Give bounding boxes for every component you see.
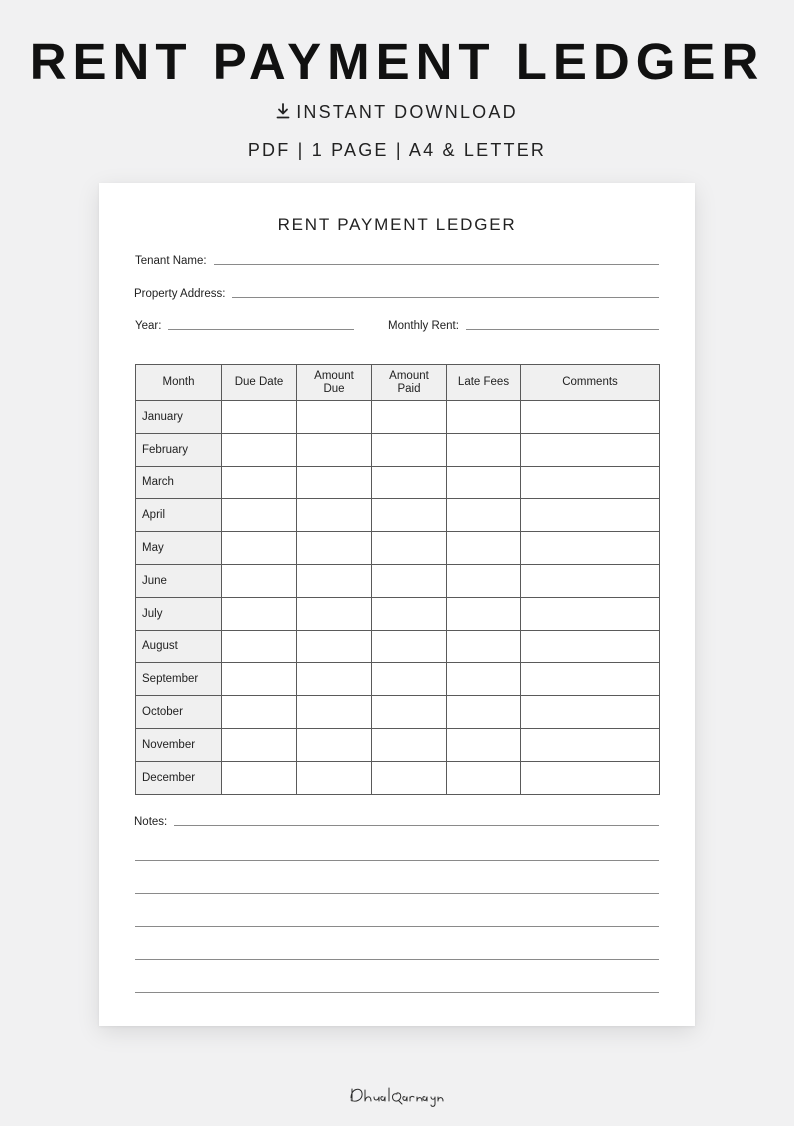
notes-label: Notes: xyxy=(134,816,168,828)
month-cell: June xyxy=(136,564,222,597)
table-row xyxy=(136,499,660,532)
amount-paid-cell xyxy=(372,761,447,794)
month-cell: November xyxy=(136,728,222,761)
due-date-cell xyxy=(222,401,297,434)
table-header-row xyxy=(136,365,660,401)
month-cell: August xyxy=(136,630,222,663)
late-fees-cell xyxy=(447,761,521,794)
notes-line xyxy=(135,828,659,861)
due-date-cell xyxy=(222,663,297,696)
late-fees-cell xyxy=(447,532,521,565)
late-fees-cell xyxy=(447,499,521,532)
amount-paid-cell xyxy=(372,564,447,597)
tenant-name-line xyxy=(214,263,659,265)
property-address-field xyxy=(134,288,659,300)
table-row xyxy=(136,401,660,434)
table-row xyxy=(136,433,660,466)
amount-due-cell xyxy=(297,433,372,466)
late-fees-cell xyxy=(447,630,521,663)
amount-paid-cell xyxy=(372,433,447,466)
amount-due-cell xyxy=(297,564,372,597)
notes-line xyxy=(135,960,659,993)
comments-cell xyxy=(521,728,660,761)
column-header-month: Month xyxy=(136,365,222,401)
amount-due-cell xyxy=(297,663,372,696)
table-row xyxy=(136,597,660,630)
comments-cell xyxy=(521,532,660,565)
comments-cell xyxy=(521,433,660,466)
month-cell: April xyxy=(136,499,222,532)
hero-title: RENT PAYMENT LEDGER xyxy=(29,33,765,90)
ledger-body xyxy=(136,401,660,795)
table-row xyxy=(136,564,660,597)
column-header-due-date: Due Date xyxy=(222,365,297,401)
notes-line xyxy=(135,861,659,894)
month-cell: January xyxy=(136,401,222,434)
amount-paid-cell xyxy=(372,696,447,729)
ledger-table xyxy=(135,364,660,795)
late-fees-cell xyxy=(447,466,521,499)
amount-due-cell xyxy=(297,597,372,630)
notes-line xyxy=(135,927,659,960)
month-cell: December xyxy=(136,761,222,794)
month-cell: October xyxy=(136,696,222,729)
amount-due-cell xyxy=(297,630,372,663)
comments-cell xyxy=(521,761,660,794)
late-fees-cell xyxy=(447,401,521,434)
due-date-cell xyxy=(222,597,297,630)
tenant-name-label: Tenant Name: xyxy=(135,255,207,267)
amount-paid-cell xyxy=(372,728,447,761)
month-cell: March xyxy=(136,466,222,499)
late-fees-cell xyxy=(447,564,521,597)
due-date-cell xyxy=(222,466,297,499)
column-header-amount-paid: Amount Paid xyxy=(372,365,447,401)
comments-cell xyxy=(521,597,660,630)
month-cell: May xyxy=(136,532,222,565)
sheet-title: RENT PAYMENT LEDGER xyxy=(277,215,517,234)
column-header-late-fees: Late Fees xyxy=(447,365,521,401)
monthly-rent-label: Monthly Rent: xyxy=(388,320,459,332)
due-date-cell xyxy=(222,728,297,761)
late-fees-cell xyxy=(447,433,521,466)
month-cell: February xyxy=(136,433,222,466)
table-row xyxy=(136,532,660,565)
amount-paid-cell xyxy=(372,466,447,499)
late-fees-cell xyxy=(447,597,521,630)
year-field xyxy=(135,320,354,332)
amount-paid-cell xyxy=(372,401,447,434)
instant-download-text: INSTANT DOWNLOAD xyxy=(296,102,518,122)
instant-download-label xyxy=(0,100,794,124)
download-icon xyxy=(276,103,290,119)
comments-cell xyxy=(521,401,660,434)
late-fees-cell xyxy=(447,696,521,729)
table-row xyxy=(136,466,660,499)
notes-line xyxy=(174,825,659,826)
table-row xyxy=(136,761,660,794)
late-fees-cell xyxy=(447,663,521,696)
due-date-cell xyxy=(222,761,297,794)
due-date-cell xyxy=(222,696,297,729)
column-header-amount-due: Amount Due xyxy=(297,365,372,401)
year-label: Year: xyxy=(135,320,162,332)
notes-section xyxy=(134,816,659,993)
amount-due-cell xyxy=(297,532,372,565)
column-header-comments: Comments xyxy=(521,365,660,401)
amount-due-cell xyxy=(297,499,372,532)
table-row xyxy=(136,630,660,663)
comments-cell xyxy=(521,696,660,729)
ledger-sheet xyxy=(99,183,695,1026)
comments-cell xyxy=(521,564,660,597)
due-date-cell xyxy=(222,532,297,565)
amount-due-cell xyxy=(297,696,372,729)
property-address-line xyxy=(232,296,659,298)
format-line: PDF | 1 PAGE | A4 & LETTER xyxy=(247,140,547,160)
monthly-rent-line xyxy=(466,328,659,330)
notes-line xyxy=(135,894,659,927)
monthly-rent-field xyxy=(388,320,659,332)
table-row xyxy=(136,663,660,696)
designer-signature xyxy=(0,1082,794,1113)
amount-due-cell xyxy=(297,466,372,499)
comments-cell xyxy=(521,630,660,663)
due-date-cell xyxy=(222,433,297,466)
due-date-cell xyxy=(222,499,297,532)
amount-paid-cell xyxy=(372,597,447,630)
month-cell: September xyxy=(136,663,222,696)
notes-row xyxy=(134,816,659,828)
year-line xyxy=(168,328,354,330)
comments-cell xyxy=(521,466,660,499)
table-row xyxy=(136,728,660,761)
amount-paid-cell xyxy=(372,532,447,565)
due-date-cell xyxy=(222,564,297,597)
amount-due-cell xyxy=(297,728,372,761)
due-date-cell xyxy=(222,630,297,663)
amount-paid-cell xyxy=(372,663,447,696)
amount-due-cell xyxy=(297,761,372,794)
late-fees-cell xyxy=(447,728,521,761)
property-address-label: Property Address: xyxy=(134,288,226,300)
comments-cell xyxy=(521,499,660,532)
month-cell: July xyxy=(136,597,222,630)
amount-due-cell xyxy=(297,401,372,434)
amount-paid-cell xyxy=(372,499,447,532)
comments-cell xyxy=(521,663,660,696)
amount-paid-cell xyxy=(372,630,447,663)
signature-logo xyxy=(347,1082,447,1108)
tenant-name-field xyxy=(135,255,659,267)
table-row xyxy=(136,696,660,729)
